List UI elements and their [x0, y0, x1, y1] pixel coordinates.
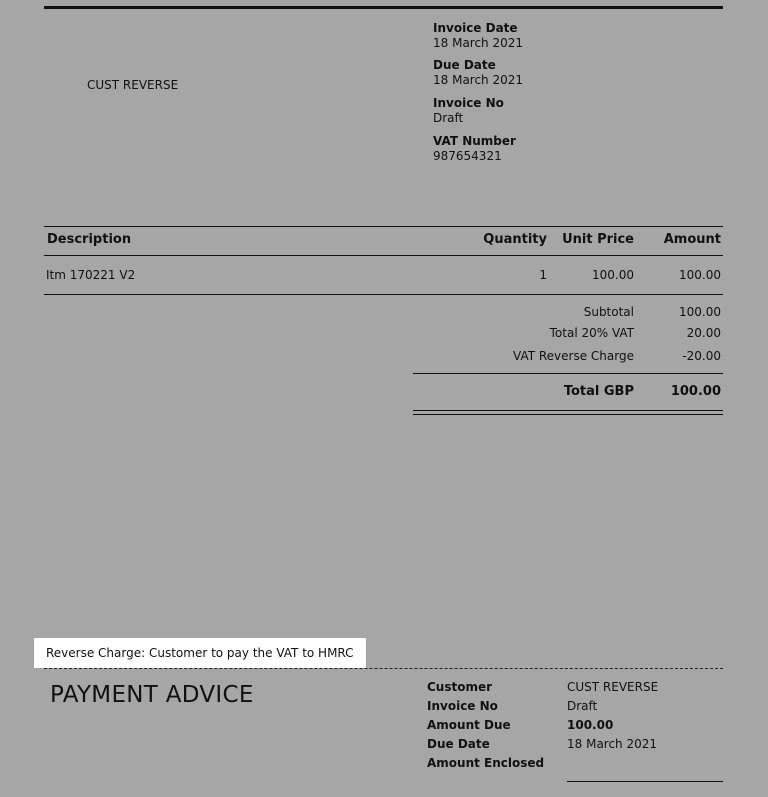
invoice-date-label: Invoice Date	[433, 21, 518, 35]
cut-line	[44, 668, 723, 669]
payment-advice-title: PAYMENT ADVICE	[50, 682, 254, 708]
totals-rule	[413, 373, 723, 374]
pa-amount-due-value: 100.00	[567, 718, 614, 732]
row-quantity: 1	[539, 268, 547, 282]
row-amount: 100.00	[679, 268, 721, 282]
total-label: Total GBP	[563, 384, 634, 399]
table-header-rule	[44, 255, 723, 256]
invoice-no-label: Invoice No	[433, 96, 504, 110]
vat-number-value: 987654321	[433, 149, 502, 163]
subtotal-value: 100.00	[679, 305, 721, 319]
amount-enclosed-line	[567, 781, 723, 782]
col-amount: Amount	[663, 232, 721, 247]
vat-value: 20.00	[686, 326, 721, 340]
pa-amount-enclosed-label: Amount Enclosed	[427, 756, 545, 770]
pa-due-date-value: 18 March 2021	[567, 737, 658, 751]
invoice-date-value: 18 March 2021	[433, 36, 524, 50]
pa-amount-due-label: Amount Due	[427, 718, 511, 732]
total-double-rule	[413, 410, 723, 415]
pa-customer-value: CUST REVERSE	[567, 680, 659, 694]
vat-number-label: VAT Number	[433, 134, 516, 148]
reverse-charge-note: Reverse Charge: Customer to pay the VAT to HMRC	[34, 638, 366, 668]
pa-invoice-no-value: Draft	[567, 699, 598, 713]
pa-due-date-label: Due Date	[427, 737, 490, 751]
table-bottom-rule	[44, 294, 723, 295]
row-unit-price: 100.00	[592, 268, 634, 282]
due-date-label: Due Date	[433, 58, 496, 72]
pa-invoice-no-label: Invoice No	[427, 699, 498, 713]
col-description: Description	[47, 232, 132, 247]
due-date-value: 18 March 2021	[433, 73, 524, 87]
top-rule	[44, 6, 723, 9]
subtotal-label: Subtotal	[583, 305, 634, 319]
col-unit-price: Unit Price	[562, 232, 634, 247]
table-top-rule	[44, 226, 723, 227]
invoice-no-value: Draft	[433, 111, 464, 125]
customer-name: CUST REVERSE	[87, 78, 179, 92]
reverse-charge-value: -20.00	[682, 349, 721, 363]
total-value: 100.00	[670, 384, 721, 399]
vat-label: Total 20% VAT	[549, 326, 634, 340]
row-description: Itm 170221 V2	[46, 268, 136, 282]
reverse-charge-label: VAT Reverse Charge	[513, 349, 634, 363]
pa-customer-label: Customer	[427, 680, 493, 694]
col-quantity: Quantity	[483, 232, 547, 247]
